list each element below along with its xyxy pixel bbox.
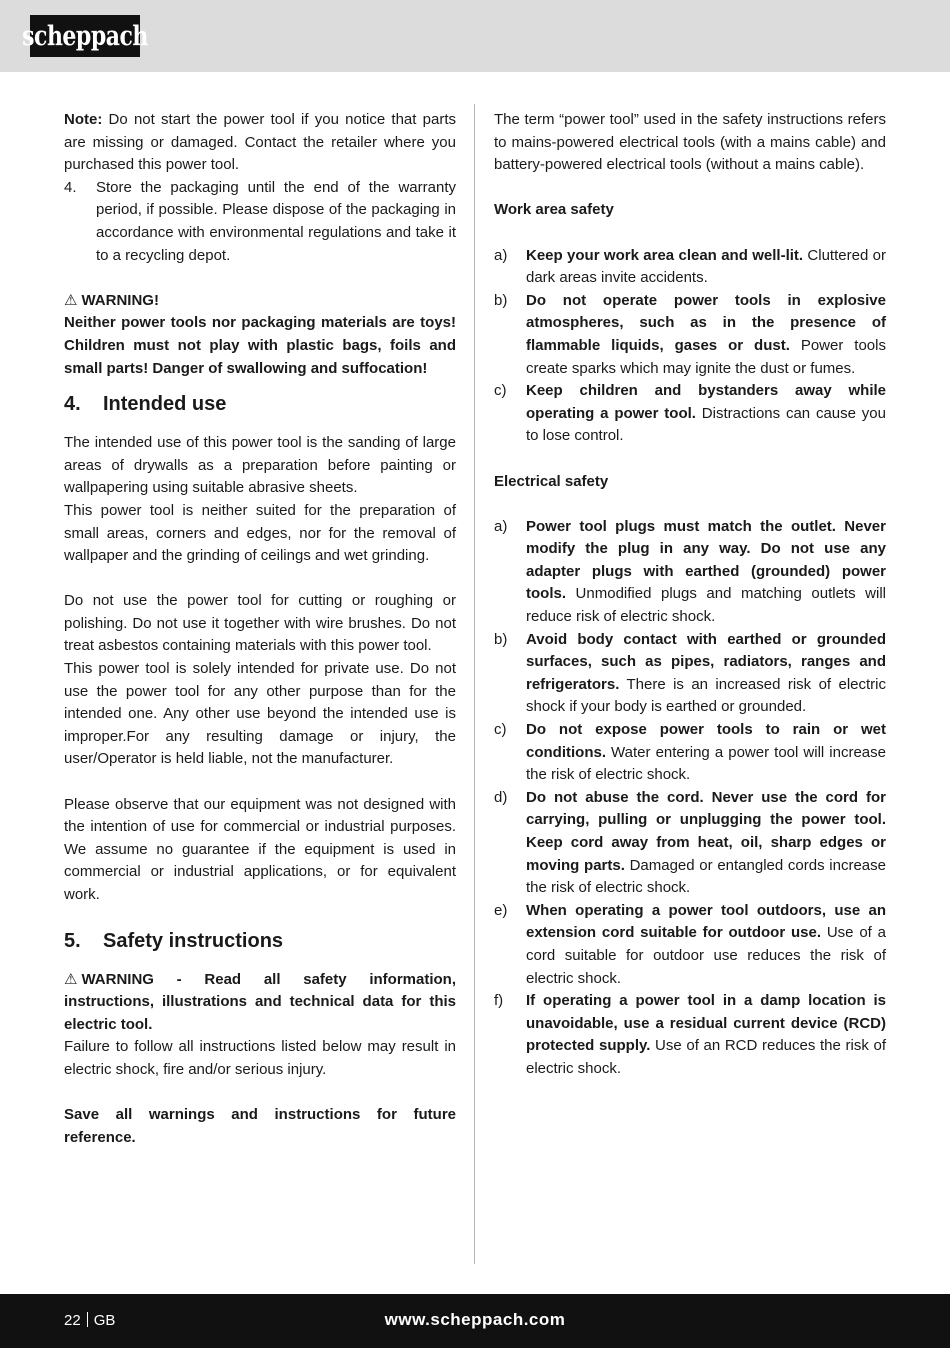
warning-triangle-icon: ⚠ xyxy=(64,970,78,988)
list-text xyxy=(526,719,886,787)
list-number: 4. xyxy=(64,178,77,196)
intended-use-paragraph-4: This power tool is solely intended for private use. Do not use the power tool for any other purpose than for the intended one. Any other use beyond the intended use is improper.For any resulting damage or injury, the user/Operator is held liable, not the manufacturer. xyxy=(64,660,456,768)
note-paragraph xyxy=(64,109,456,177)
list-label: b) xyxy=(494,291,508,309)
list-regular-text: Unmodified plugs and matching outlets will reduce risk of electric shock. xyxy=(526,585,886,626)
section-number: 5. xyxy=(64,929,81,952)
list-item xyxy=(494,990,886,1080)
list-text xyxy=(526,900,886,990)
list-item xyxy=(494,516,886,629)
list-item xyxy=(494,719,886,787)
list-label: a) xyxy=(494,246,508,264)
section-heading-safety-instructions xyxy=(64,929,456,953)
section-number: 4. xyxy=(64,393,81,416)
warning-read-all-text: WARNING - Read all safety information, instructions, illustrations and technical data for this electric tool. xyxy=(64,970,456,1033)
list-text xyxy=(526,290,886,380)
electrical-heading: Electrical safety xyxy=(494,472,609,490)
right-column xyxy=(494,109,886,1081)
intended-use-paragraph-3: Do not use the power tool for cutting or roughing or polishing. Do not use it together with wire brushes. Do not treat asbestos containing materials with this power tool. xyxy=(64,592,456,655)
list-label: c) xyxy=(494,721,507,739)
left-column xyxy=(64,109,456,1149)
list-label: d) xyxy=(494,788,508,806)
section-title: Safety instructions xyxy=(103,929,284,952)
list-label: a) xyxy=(494,517,508,535)
list-label: b) xyxy=(494,630,508,648)
list-bold-text: If operating a power tool in a damp location is unavoidable, use a residual current device (RCD) protected supply. xyxy=(526,992,886,1055)
save-instructions: Save all warnings and instructions for future reference. xyxy=(64,1106,456,1146)
list-bold-text: Do not operate power tools in explosive atmospheres, such as in the presence of flammable liquids, gases or dust. xyxy=(526,291,886,354)
list-regular-text: Use of a cord suitable for outdoor use reduces the risk of electric shock. xyxy=(526,924,887,987)
list-text xyxy=(526,629,886,719)
list-label: c) xyxy=(494,382,507,400)
list-bold-text: Keep your work area clean and well-lit. xyxy=(526,246,804,264)
list-regular-text: Water entering a power tool will increase the risk of electric shock. xyxy=(526,743,886,784)
note-label: Note: xyxy=(64,111,103,128)
list-label: e) xyxy=(494,901,508,919)
list-bold-text: When operating a power tool outdoors, use an extension cord suitable for outdoor use. xyxy=(526,901,886,942)
list-regular-text: Distractions can cause you to lose control. xyxy=(526,404,886,445)
intended-use-paragraph-2: This power tool is neither suited for the preparation of small areas, corners and edges, nor for the removal of wallpaper and the grinding of ceilings and wet grinding. xyxy=(64,501,456,565)
list-bold-text: Avoid body contact with earthed or grounded surfaces, such as pipes, radiators, ranges and refrigerators. xyxy=(526,630,886,693)
list-label: f) xyxy=(494,992,504,1010)
electrical-list xyxy=(494,516,886,1081)
section-heading-intended-use xyxy=(64,392,456,416)
list-bold-text: Do not expose power tools to rain or wet conditions. xyxy=(526,721,886,761)
list-item xyxy=(494,380,886,448)
page-header xyxy=(0,0,950,72)
list-regular-text: Use of an RCD reduces the risk of electric shock. xyxy=(526,1037,886,1077)
power-tool-intro: The term “power tool” used in the safety instructions refers to mains-powered electrical tools (with a mains cable) and battery-powered electrical tools (without a mains cable). xyxy=(494,111,886,174)
list-regular-text: Damaged or entangled cords increase the risk of electric shock. xyxy=(526,856,886,897)
warning-read-all xyxy=(64,969,456,1037)
warning-triangle-icon: ⚠ xyxy=(64,291,78,309)
intended-use-paragraph-1: The intended use of this power tool is the sanding of large areas of drywalls as a preparation before painting or wallpapering using suitable abrasive sheets. xyxy=(64,434,456,497)
list-bold-text: Do not abuse the cord. Never use the cord for carrying, pulling or unplugging the power tool. Keep cord away from heat, oil, sharp edges or moving parts. xyxy=(526,788,886,874)
list-regular-text: There is an increased risk of electric shock if your body is earthed or grounded. xyxy=(526,675,886,716)
warning-text: Neither power tools nor packaging materials are toys! Children must not play with plastic bags, foils and small parts! Danger of swallowing and suffocation! xyxy=(64,314,456,377)
list-regular-text: Power tools create sparks which may ignite the dust or fumes. xyxy=(526,336,886,377)
list-text xyxy=(526,245,886,290)
warning-heading xyxy=(64,290,456,313)
section-title: Intended use xyxy=(103,393,227,416)
list-item-4 xyxy=(64,177,456,267)
column-divider xyxy=(474,104,475,1264)
list-item xyxy=(494,900,886,990)
list-item xyxy=(494,290,886,380)
warning-title: WARNING! xyxy=(81,291,159,309)
failure-paragraph: Failure to follow all instructions listed below may result in electric shock, fire and/or serious injury. xyxy=(64,1038,456,1078)
list-text xyxy=(526,990,886,1080)
list-item xyxy=(494,787,886,900)
intended-use-paragraph-5: Please observe that our equipment was not designed with the intention of use for commercial or industrial purposes. We assume no guarantee if the equipment is used in commercial or industrial applications, or for equivalent work. xyxy=(64,795,456,903)
note-text: Do not start the power tool if you notice that parts are missing or damaged. Contact the retailer where you purchased this power tool. xyxy=(64,111,456,174)
list-text xyxy=(526,787,886,900)
work-area-heading: Work area safety xyxy=(494,201,614,219)
list-text: Store the packaging until the end of the warranty period, if possible. Please dispose of the packaging in accordance with environmental regulations and take it to a recycling depot. xyxy=(96,178,456,264)
work-area-list xyxy=(494,245,886,448)
list-item xyxy=(494,629,886,719)
list-regular-text: Cluttered or dark areas invite accidents. xyxy=(526,246,886,287)
list-bold-text: Power tool plugs must match the outlet. Never modify the plug in any way. Do not use any adapter plugs with earthed (grounded) power tools. xyxy=(526,517,886,603)
language-code: GB xyxy=(93,1312,116,1329)
page-footer xyxy=(0,1294,950,1348)
list-text xyxy=(526,380,886,448)
list-text xyxy=(526,516,886,629)
list-item xyxy=(494,245,886,290)
website-url: www.scheppach.com xyxy=(384,1310,566,1329)
scheppach-logo xyxy=(22,15,148,57)
list-bold-text: Keep children and bystanders away while operating a power tool. xyxy=(526,382,886,422)
page-number: 22 xyxy=(64,1312,81,1329)
logo-text: scheppach xyxy=(22,19,148,53)
